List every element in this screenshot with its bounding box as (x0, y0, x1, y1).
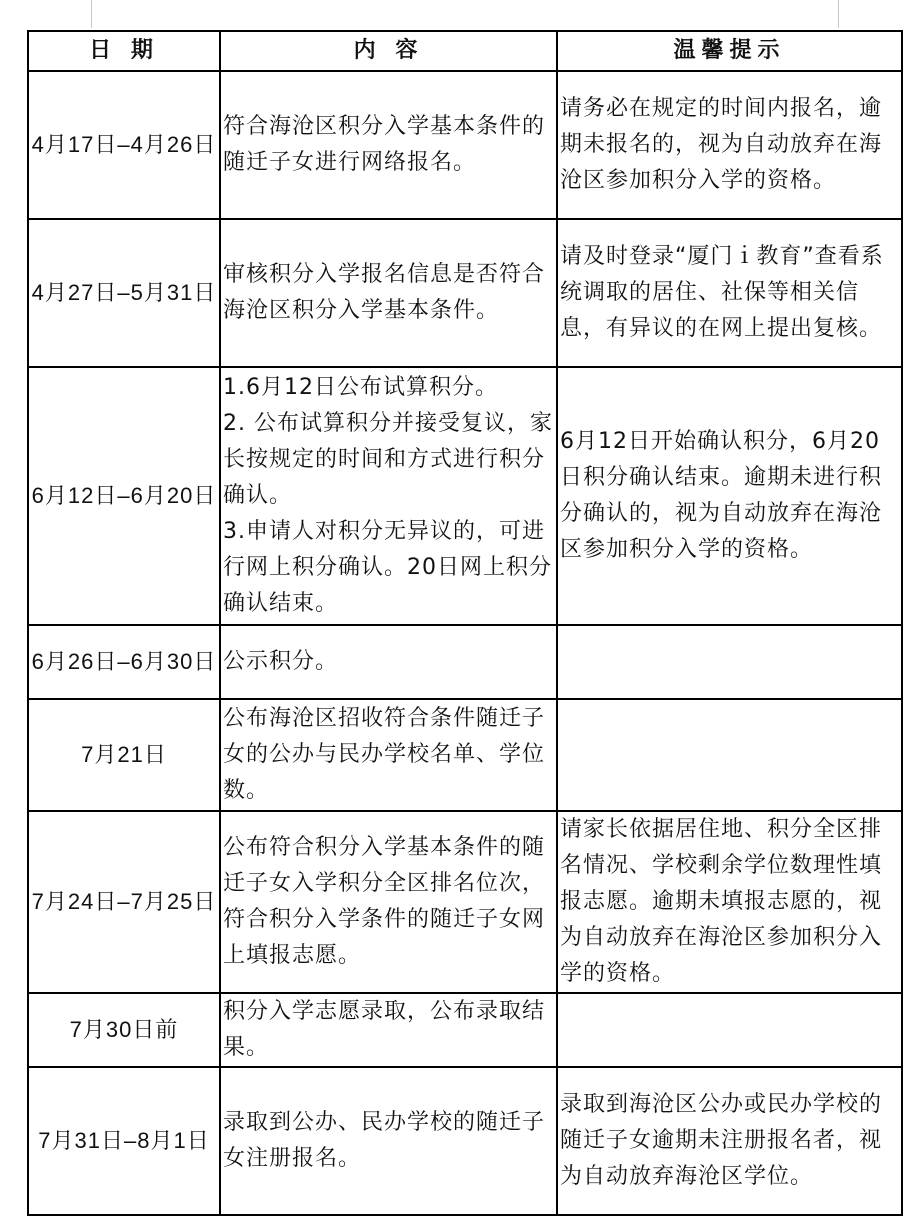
table-row (28, 219, 902, 367)
header-row (28, 31, 902, 71)
content-cell (220, 1067, 557, 1215)
date-cell: 7月30日前 (28, 993, 220, 1067)
date-cell: 7月31日–8月1日 (28, 1067, 220, 1215)
content-text: 审核积分入学报名信息是否符合海沧区积分入学基本条件。 (223, 262, 546, 323)
header-content: 内 容 (220, 31, 557, 71)
date-cell: 7月24日–7月25日 (28, 811, 220, 993)
content-text: 积分入学志愿录取，公布录取结果。 (223, 999, 546, 1060)
content-text: 公布海沧区招收符合条件随迁子女的公办与民办学校名单、学位数。 (223, 706, 546, 803)
content-text: 公布符合积分入学基本条件的随迁子女入学积分全区排名位次，符合积分入学条件的随迁子女网上填报志愿。 (223, 835, 546, 968)
tip-cell: 录取到海沧区公办或民办学校的随迁子女逾期未注册报名者，视为自动放弃海沧区学位。 (557, 1067, 902, 1215)
table-row (28, 699, 902, 811)
header-date: 日 期 (28, 31, 220, 71)
table-row (28, 993, 902, 1067)
table-row (28, 625, 902, 699)
content-cell (220, 625, 557, 699)
tip-cell (557, 993, 902, 1067)
tip-cell: 请务必在规定的时间内报名，逾期未报名的，视为自动放弃在海沧区参加积分入学的资格。 (557, 71, 902, 219)
table-row (28, 71, 902, 219)
content-cell (220, 993, 557, 1067)
table-row (28, 367, 902, 625)
date-cell: 7月21日 (28, 699, 220, 811)
content-text: 公示积分。 (223, 649, 339, 674)
date-cell: 6月26日–6月30日 (28, 625, 220, 699)
content-item: 1.6月12日公布试算积分。 (223, 375, 498, 400)
right-guide-line (838, 0, 839, 28)
tip-cell: 请及时登录“厦门ｉ教育”查看系统调取的居住、社保等相关信息，有异议的在网上提出复核。 (557, 219, 902, 367)
content-cell (220, 367, 557, 625)
header-tip: 温馨提示 (557, 31, 902, 71)
content-cell (220, 699, 557, 811)
table-row (28, 811, 902, 993)
content-text: 符合海沧区积分入学基本条件的随迁子女进行网络报名。 (223, 114, 546, 175)
enrollment-schedule-table (27, 30, 903, 1216)
content-cell (220, 219, 557, 367)
left-guide-line (91, 0, 92, 28)
date-cell: 4月27日–5月31日 (28, 219, 220, 367)
date-cell: 4月17日–4月26日 (28, 71, 220, 219)
tip-cell: 6月12日开始确认积分，6月20日积分确认结束。逾期未进行积分确认的，视为自动放弃在海沧区参加积分入学的资格。 (557, 367, 902, 625)
tip-cell: 请家长依据居住地、积分全区排名情况、学校剩余学位数理性填报志愿。逾期未填报志愿的，视为自动放弃在海沧区参加积分入学的资格。 (557, 811, 902, 993)
table-row (28, 1067, 902, 1215)
date-cell: 6月12日–6月20日 (28, 367, 220, 625)
content-item: 2. 公布试算积分并接受复议，家长按规定的时间和方式进行积分确认。 (223, 411, 553, 508)
content-cell (220, 71, 557, 219)
tip-cell (557, 699, 902, 811)
content-cell (220, 811, 557, 993)
content-item: 3.申请人对积分无异议的，可进行网上积分确认。20日网上积分确认结束。 (223, 519, 552, 616)
content-text: 录取到公办、民办学校的随迁子女注册报名。 (223, 1110, 546, 1171)
tip-cell (557, 625, 902, 699)
